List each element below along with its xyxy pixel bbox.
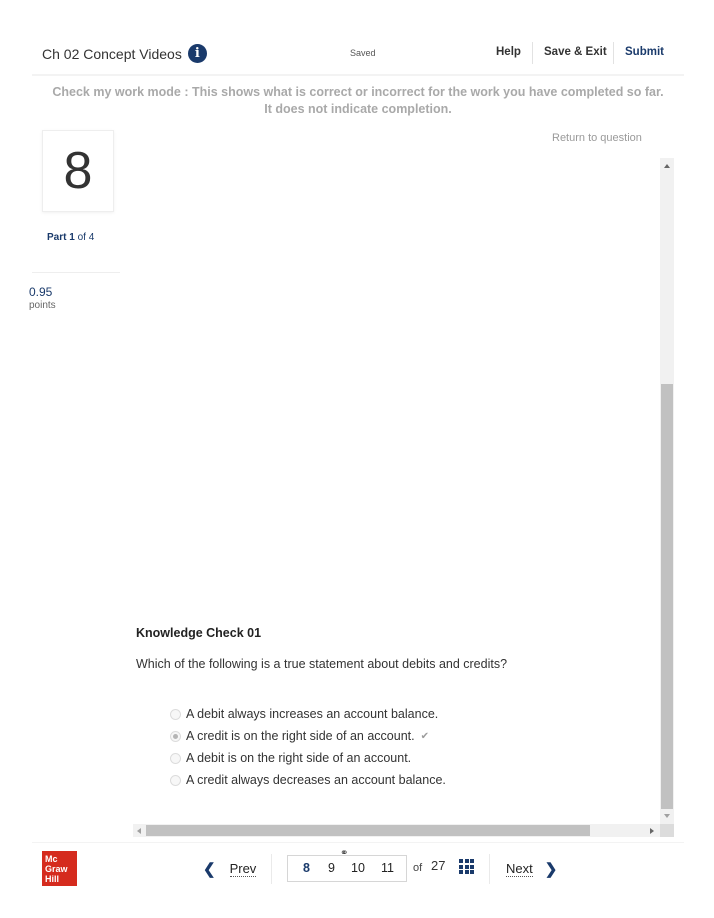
- page-number[interactable]: 10: [351, 861, 365, 875]
- check-my-work-banner: [32, 84, 684, 118]
- vertical-scrollbar[interactable]: [660, 158, 674, 824]
- next-label: Next: [506, 861, 533, 876]
- page-navigator: [287, 855, 407, 882]
- question-title: Knowledge Check 01: [136, 626, 262, 640]
- answer-option-label: A debit is on the right side of an account.: [186, 751, 412, 765]
- prev-button[interactable]: [186, 854, 272, 884]
- next-button[interactable]: [489, 854, 571, 884]
- answer-option-label: A credit always decreases an account balance.: [186, 773, 446, 787]
- scrollbar-corner: [660, 824, 674, 837]
- logo-text: Mc: [45, 854, 58, 864]
- scroll-right-arrow-icon[interactable]: [650, 828, 654, 834]
- radio-button-selected[interactable]: [170, 731, 181, 742]
- mcgraw-hill-logo: [42, 851, 77, 886]
- answer-option[interactable]: [170, 747, 446, 769]
- vertical-scroll-thumb[interactable]: [661, 384, 673, 809]
- save-exit-button[interactable]: Save & Exit: [544, 46, 607, 58]
- answer-option[interactable]: [170, 769, 446, 791]
- link-icon: ⚭: [340, 848, 349, 859]
- banner-line-1: Check my work mode : This shows what is correct or incorrect for the work you have completed so far.: [52, 85, 664, 99]
- answer-option[interactable]: [170, 725, 446, 747]
- banner-line-2: It does not indicate completion.: [264, 102, 452, 116]
- header-divider: [613, 42, 614, 64]
- assignment-title-text: Ch 02 Concept Videos: [42, 45, 182, 62]
- submit-button[interactable]: Submit: [625, 46, 664, 58]
- chevron-left-icon: ❮: [203, 861, 216, 878]
- page-of-label: of: [413, 862, 423, 874]
- help-button[interactable]: Help: [496, 46, 521, 58]
- part-indicator: [47, 232, 94, 243]
- page-number[interactable]: 9: [328, 861, 335, 875]
- radio-button[interactable]: [170, 753, 181, 764]
- points-value: 0.95: [29, 285, 53, 299]
- logo-text: Graw: [45, 864, 68, 874]
- answer-option-label: A debit always increases an account balance.: [186, 707, 439, 721]
- page-number-current[interactable]: 8: [303, 861, 310, 875]
- page-number[interactable]: 11: [381, 861, 394, 875]
- footer-divider: [32, 842, 684, 843]
- answer-option-label: A credit is on the right side of an account.: [186, 729, 415, 743]
- question-text: Which of the following is a true statement about debits and credits?: [136, 657, 508, 671]
- scroll-left-arrow-icon[interactable]: [137, 828, 141, 834]
- scroll-down-arrow-icon[interactable]: [664, 814, 670, 818]
- info-icon[interactable]: i: [188, 44, 207, 63]
- page-total: 27: [431, 858, 446, 873]
- logo-text: Hill: [45, 874, 60, 884]
- grid-icon[interactable]: [459, 859, 475, 874]
- correct-check-icon: ✔: [420, 730, 429, 742]
- return-to-question-link[interactable]: Return to question: [552, 132, 642, 144]
- assignment-title: [42, 44, 207, 63]
- radio-button[interactable]: [170, 709, 181, 720]
- horizontal-scroll-thumb[interactable]: [146, 825, 590, 836]
- scroll-up-arrow-icon[interactable]: [664, 164, 670, 168]
- answer-options: [170, 703, 446, 791]
- horizontal-scrollbar[interactable]: [133, 824, 660, 837]
- part-total: of 4: [74, 232, 95, 243]
- radio-button[interactable]: [170, 775, 181, 786]
- question-number: 8: [42, 130, 114, 212]
- part-current: Part 1: [47, 232, 75, 243]
- prev-label: Prev: [229, 861, 257, 876]
- sidebar-divider: [32, 272, 120, 273]
- save-status: Saved: [350, 48, 376, 58]
- points-label: points: [29, 300, 56, 311]
- header-divider: [532, 42, 533, 64]
- chevron-right-icon: ❯: [544, 861, 558, 878]
- top-header: [32, 30, 684, 76]
- answer-option[interactable]: [170, 703, 446, 725]
